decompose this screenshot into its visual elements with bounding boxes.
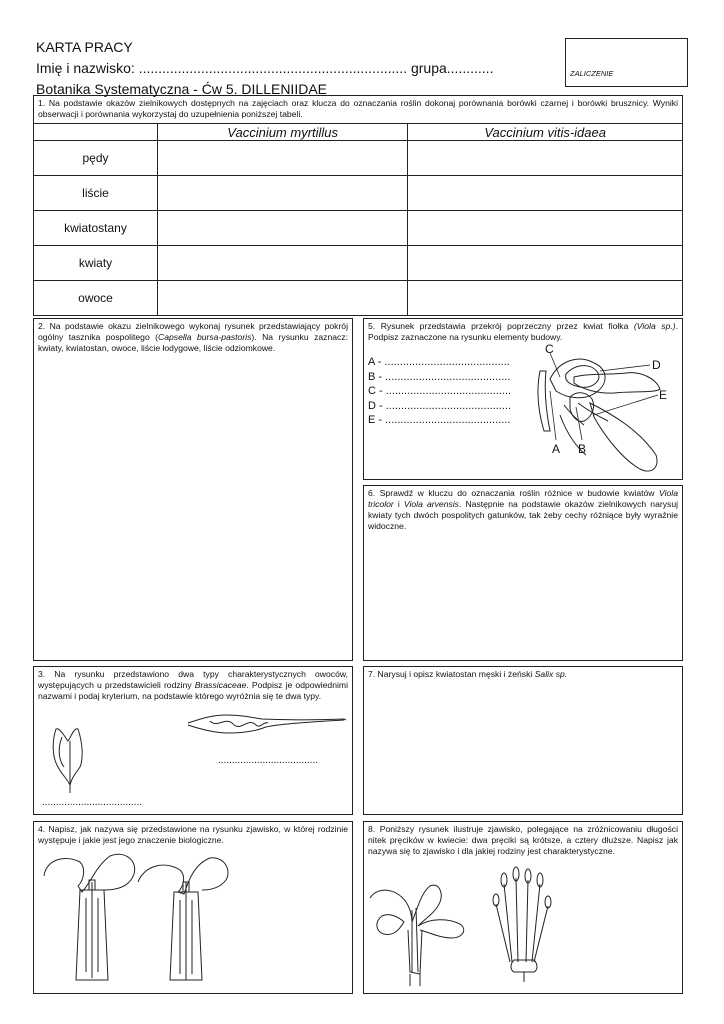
task1-instruction: 1. Na podstawie okazów zielnikowych dostępnych na zajęciach oraz klucza do oznaczania roślin dokonaj porównania borówki czarnej i borówki brusznicy. Wyniki obserwacji i porównania wykorzystaj do uzupełnienia poniższej tabeli. [38, 98, 678, 119]
task5-box [363, 318, 683, 480]
row-label: owoce [34, 281, 158, 316]
row-label: kwiaty [34, 246, 158, 281]
answer-cell[interactable] [158, 141, 408, 176]
answer-cell[interactable] [408, 176, 683, 211]
task8-box[interactable] [363, 821, 683, 994]
fruits-figure [34, 667, 354, 816]
answer-cell[interactable] [408, 246, 683, 281]
task5-text: 5. Rysunek przedstawia przekrój poprzeczny przez kwiat fiołka (Viola sp.). Podpisz zaznaczone na rysunku elementy budowy. [368, 321, 678, 342]
answer-cell[interactable] [158, 246, 408, 281]
viola-section-figure [364, 319, 684, 481]
answer-line-d[interactable]: D - ......................................... [368, 399, 512, 412]
flowers-section-figure [34, 822, 354, 995]
task6-text: 6. Sprawdź w kluczu do oznaczania roślin różnice w budowie kwiatów Viola tricolor i Viola arvensis. Następnie na podstawie okazów zielnikowych narysuj kwiaty tych dwóch pospolitych gatunków, tak żeby cechy różniące były wyraźnie widoczne. [368, 488, 679, 531]
row-label: pędy [34, 141, 158, 176]
label-b: B [578, 442, 587, 456]
task6-box[interactable] [363, 485, 683, 661]
label-d: D [652, 358, 661, 372]
answer-cell[interactable] [158, 211, 408, 246]
fruit1-name-line[interactable]: .................................... [42, 797, 143, 808]
silique-drawing [188, 715, 346, 733]
answer-cell[interactable] [408, 281, 683, 316]
label-e: E [659, 388, 668, 402]
comparison-table [33, 123, 683, 316]
answer-line-e[interactable]: E - ......................................... [368, 414, 511, 427]
answer-cell[interactable] [408, 141, 683, 176]
task2-box[interactable] [33, 318, 353, 661]
answer-line-b[interactable]: B - ......................................... [368, 370, 511, 383]
answer-cell[interactable] [158, 176, 408, 211]
task4-box[interactable] [33, 821, 353, 994]
task2-text: 2. Na podstawie okazu zielnikowego wykonaj rysunek przedstawiający pokrój ogólny tasznika pospolitego (Capsella bursa-pastoris). Na rysunku zaznacz: kwiaty, kwiatostan, owoce, liście łodygowe, liście odziomkowe. [38, 321, 348, 353]
silicle-drawing [53, 729, 82, 793]
task7-box[interactable] [363, 666, 683, 815]
name-group-line[interactable]: Imię i nazwisko: ..................................................................... grupa............ [36, 60, 494, 76]
label-a: A [552, 442, 561, 456]
corner-cell [34, 124, 158, 141]
worksheet-title: KARTA PRACY [36, 39, 133, 55]
task8-text: 8. Poniższy rysunek ilustruje zjawisko, polegające na zróżnicowaniu długości nitek pręcików w kwiecie: dwa pręciki są krótsze, a cztery dłuższe. Napisz jak nazywa się to zjawisko i dla jakiej rodziny jest charakterystyczne. [368, 824, 678, 856]
task3-text: 3. Na rysunku przedstawiono dwa typy charakterystycznych owoców, występujących u przedstawicieli rodziny Brassicaceae. Podpisz je odpowiednimi nazwami i podaj kryterium, na podstawie którego wyróżnia się te dwa typy. [38, 669, 348, 701]
grade-box[interactable] [565, 38, 688, 87]
task7-text: 7. Narysuj i opisz kwiatostan męski i żeński Salix sp. [368, 669, 568, 679]
label-c: C [545, 342, 554, 356]
task3-box [33, 666, 353, 815]
row-label: liście [34, 176, 158, 211]
course-subtitle: Botanika Systematyczna - Ćw 5. DILLENIIDAE [36, 81, 327, 97]
answer-line-c[interactable]: C - ......................................... [368, 385, 512, 398]
answer-cell[interactable] [158, 281, 408, 316]
row-label: kwiatostany [34, 211, 158, 246]
task1-instruction-box [33, 95, 683, 124]
task4-text: 4. Napisz, jak nazywa się przedstawione na rysunku zjawisko, w której rodzinie występuje i jakie jest jego znaczenie biologiczne. [38, 824, 348, 845]
stamens-figure [364, 822, 684, 995]
col-header-vitis-idaea: Vaccinium vitis-idaea [408, 124, 683, 141]
answer-line-a[interactable]: A - ......................................... [368, 356, 510, 368]
fruit2-name-line[interactable]: .................................... [218, 755, 319, 766]
col-header-myrtillus: Vaccinium myrtillus [158, 124, 408, 141]
answer-cell[interactable] [408, 211, 683, 246]
zaliczenie-label: ZALICZENIE [570, 69, 614, 78]
